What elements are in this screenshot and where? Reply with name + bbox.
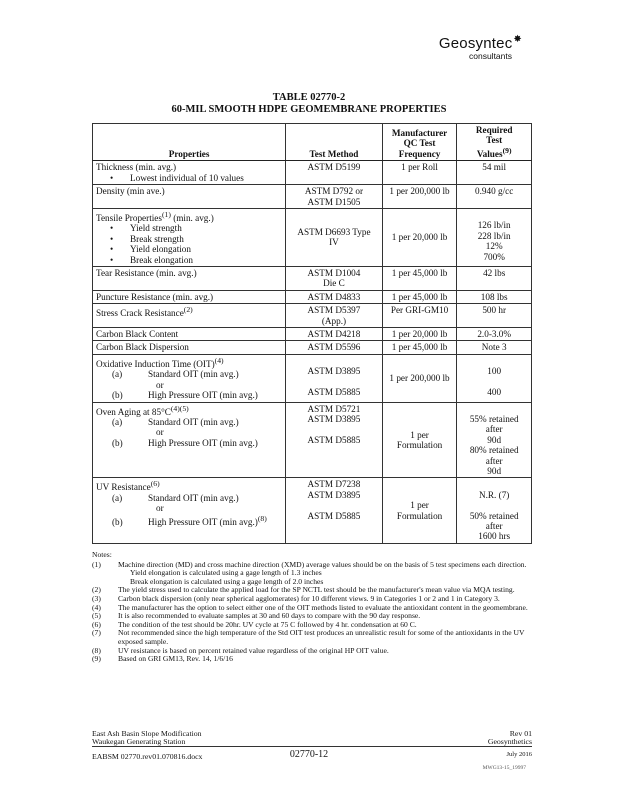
frequency-cell: 1 per Formulation	[382, 478, 457, 543]
note-item: (8) UV resistance is based on percent retained value regardless of the original HP OIT value.	[92, 645, 389, 655]
footer-rev: Rev 01	[509, 729, 532, 738]
property-cell: Carbon Black Dispersion	[93, 341, 286, 354]
method-cell: ASTM D5199	[286, 161, 383, 185]
value-cell: 108 lbs	[457, 290, 532, 303]
frequency-cell: 1 per 200,000 lb	[382, 185, 457, 209]
value-cell: 2.0-3.0%	[457, 328, 532, 341]
table-row-oit	[93, 354, 532, 402]
value-cell: 0.940 g/cc	[457, 185, 532, 209]
property-cell: Density (min ave.)	[93, 185, 286, 209]
table-row-carbon-black-content	[93, 328, 532, 341]
footer-station: Waukegan Generating Station	[92, 737, 186, 746]
note-item: (2) The yield stress used to calculate the applied load for the SP NCTL test should be the manufacturer's mean value via MQA testing.	[92, 585, 515, 595]
table-row-thickness	[93, 161, 532, 185]
table-header-row	[93, 124, 532, 161]
property-cell: Puncture Resistance (min. avg.)	[93, 290, 286, 303]
frequency-cell: 1 per 45,000 lb	[382, 267, 457, 291]
note-item: (9) Based on GRI GM13, Rev. 14, 1/6/16	[92, 654, 233, 664]
notes-section	[92, 551, 532, 664]
note-item: (4) The manufacturer has the option to select either one of the OIT methods listed to evaluate the antioxidant content in the geomembrane.	[92, 602, 528, 612]
property-cell: Carbon Black Content	[93, 328, 286, 341]
property-cell: UV Resistance$^{(6)}$ (a) Standard OIT (min avg.) or (b) High Pressure OIT (min avg.)$^{(8)}$	[93, 478, 286, 543]
header-properties: Properties	[93, 124, 286, 161]
method-cell: ASTM D1004 Die C	[286, 267, 383, 291]
bates-stamp: MWG13-15_19997	[482, 765, 526, 771]
table-row-stress-crack	[93, 304, 532, 328]
properties-table	[92, 123, 532, 544]
logo-mark-icon: ✸	[513, 34, 522, 45]
property-cell: Oven Aging at $85^\circ C^{(4)(5)}$ (a) Standard OIT (min avg.) or (b) High Pressure OIT (min avg.)	[93, 402, 286, 478]
frequency-cell: 1 per Formulation	[382, 402, 457, 478]
page-number: 02770-12	[289, 749, 329, 760]
note-item: (3) Carbon black dispersion (only near spherical agglomerates) for 10 different views. 9 in Categories 1 or 2 and 1 in Category 3.	[92, 593, 500, 603]
method-cell: ASTM D4833	[286, 290, 383, 303]
value-cell: 55% retained after 90d 80% retained after 90d	[457, 402, 532, 478]
frequency-cell: 1 per 20,000 lb	[382, 328, 457, 341]
footer-line-2	[92, 737, 532, 746]
table-row-oven-aging	[93, 402, 532, 478]
frequency-cell: 1 per 45,000 lb	[382, 341, 457, 354]
value-cell: Note 3	[457, 341, 532, 354]
table-row-tensile	[93, 208, 532, 266]
property-cell: Thickness (min. avg.) • Lowest individual of 10 values	[93, 161, 286, 185]
value-cell: 126 lb/in 228 lb/in 12% 700%	[457, 208, 532, 266]
table-row-carbon-black-dispersion	[93, 341, 532, 354]
property-cell: Stress Crack Resistance$^{(2)}$	[93, 304, 286, 328]
note-item: (7) Not recommended since the high temperature of the Std OIT test produces an unrealistic result for some of the antioxidants in the UV exposed sample.	[92, 628, 525, 646]
value-cell: 500 hr	[457, 304, 532, 328]
frequency-cell: 1 per Roll	[382, 161, 457, 185]
logo-name: Geosyntec✸	[438, 34, 522, 52]
table-row-density	[93, 185, 532, 209]
header-values: Required Test Values$^{(9)}$	[457, 124, 532, 161]
value-cell: 54 mil	[457, 161, 532, 185]
method-cell: ASTM D7238 ASTM D3895 ASTM D5885	[286, 478, 383, 543]
note-item: (1) Machine direction (MD) and cross machine direction (XMD) average values should be on the basis of 5 test specimens each direction. Yield elongation is calculated using a gage length of 1.3 inches Break elongation is calculated using a gage length of 2.0 inches	[92, 559, 527, 586]
table-row-tear	[93, 267, 532, 291]
method-cell: ASTM D3895 ASTM D5885	[286, 354, 383, 402]
method-cell: ASTM D792 or ASTM D1505	[286, 185, 383, 209]
table-row-puncture	[93, 290, 532, 303]
table-row-uv-resistance	[93, 478, 532, 543]
company-logo	[439, 34, 522, 61]
frequency-cell: Per GRI-GM10	[382, 304, 457, 328]
header-frequency: Manufacturer QC Test Frequency	[382, 124, 457, 161]
method-cell: ASTM D5397 (App.)	[286, 304, 383, 328]
property-cell: Tear Resistance (min. avg.)	[93, 267, 286, 291]
property-cell: Oxidative Induction Time (OIT)$^{(4)}$ (a) Standard OIT (min avg.) or (b) High Pressure OIT (min avg.)	[93, 354, 286, 402]
method-cell: ASTM D6693 Type IV	[286, 208, 383, 266]
footer-date: July 2016	[506, 751, 532, 758]
footer-project: East Ash Basin Slope Modification	[92, 729, 202, 738]
method-cell: ASTM D4218	[286, 328, 383, 341]
method-cell: ASTM D5596	[286, 341, 383, 354]
notes-heading: Notes:	[92, 550, 112, 559]
frequency-cell: 1 per 45,000 lb	[382, 290, 457, 303]
footer-divider	[92, 746, 532, 747]
frequency-cell: 1 per 20,000 lb	[382, 208, 457, 266]
table-number: TABLE 02770-2	[272, 92, 346, 103]
property-cell: Tensile Properties$^{(1)}$ (min. avg.) • Yield strength • Break strength • Yield elongation • Break elongation	[93, 208, 286, 266]
frequency-cell: 1 per 200,000 lb	[382, 354, 457, 402]
logo-subtitle: consultants	[469, 51, 512, 61]
footer-section: Geosynthetics	[487, 737, 532, 746]
footer-file: EABSM 02770.rev01.070816.docx	[92, 752, 203, 761]
header-test-method: Test Method	[286, 124, 383, 161]
value-cell: N.R. (7) 50% retained after 1600 hrs	[457, 478, 532, 543]
note-item: (5) It is also recommended to evaluate samples at 30 and 60 days to compare with the 90 day response.	[92, 611, 421, 621]
table-title: 60-MIL SMOOTH HDPE GEOMEMBRANE PROPERTIES	[171, 104, 447, 115]
value-cell: 100 400	[457, 354, 532, 402]
note-item: (6) The condition of the test should be 20hr. UV cycle at 75 C followed by 4 hr. condensation at 60 C.	[92, 619, 417, 629]
value-cell: 42 lbs	[457, 267, 532, 291]
method-cell: ASTM D5721 ASTM D3895 ASTM D5885	[286, 402, 383, 478]
